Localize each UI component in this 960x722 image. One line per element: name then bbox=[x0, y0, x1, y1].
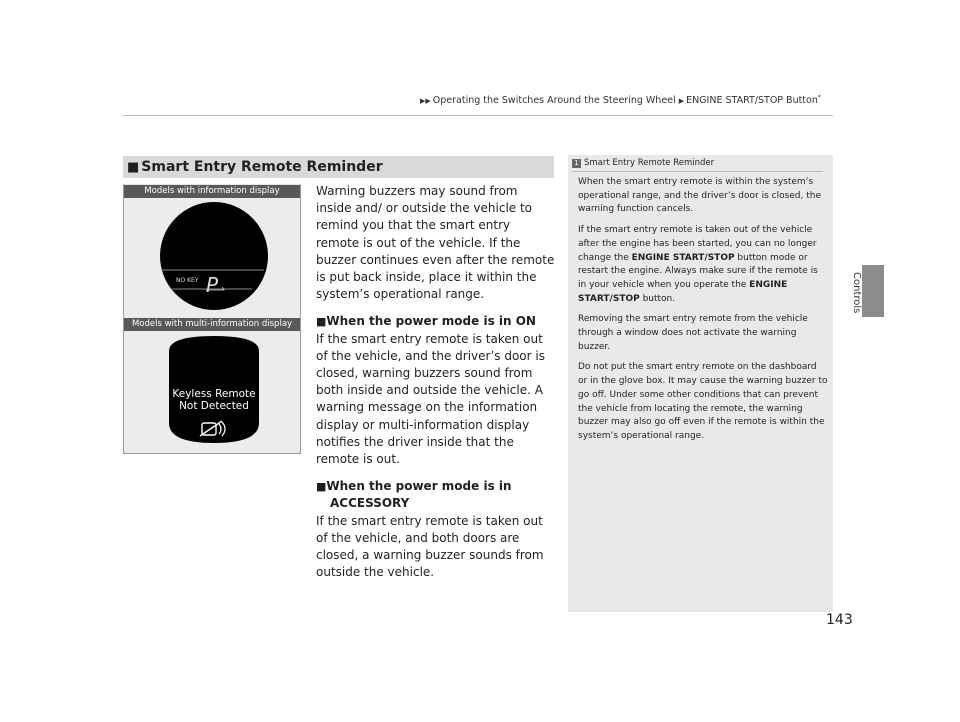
arrow-icon: ▶▶ bbox=[420, 97, 431, 106]
multi-information-display-image bbox=[124, 331, 300, 453]
chapter-tab-label: Controls bbox=[851, 272, 862, 314]
not-detected-text: Not Detected bbox=[179, 400, 249, 412]
figure-panel bbox=[123, 184, 301, 454]
sidebar-paragraph: Do not put the smart entry remote on the dashboard or in the glove box. It may cause the warning buzzer to go off. Under some other conditions that can prevent the vehicle from locating the remote, the warning buzzer may also go off even if the remote is within the system’s operational range. bbox=[578, 362, 828, 441]
sidebar-title: 1 Smart Entry Remote Reminder bbox=[572, 158, 833, 168]
sidebar-paragraph: If the smart entry remote is taken out of the vehicle after the engine has been started, you can no longer change the ENGINE START/STOP button mode or restart the engine. Always make sure if the remote is in your vehicle when you operate the ENGINE START/STOP button. bbox=[578, 225, 818, 304]
sidebar-paragraph: Removing the smart entry remote from the vehicle through a window does not activate the warning buzzer. bbox=[578, 314, 808, 352]
information-display-image bbox=[124, 198, 300, 318]
square-bullet-icon: ■ bbox=[316, 315, 327, 329]
square-bullet-icon: ■ bbox=[127, 159, 140, 175]
paragraph-power-accessory: If the smart entry remote is taken out of the vehicle, and both doors are closed, a warning buzzer sounds from outside the vehicle. bbox=[316, 513, 544, 580]
no-key-text: NO KEY bbox=[176, 277, 199, 284]
header-rule bbox=[123, 115, 833, 116]
breadcrumb-item: Operating the Switches Around the Steering Wheel bbox=[432, 95, 676, 107]
subheading-power-on: ■When the power mode is in ON bbox=[316, 314, 536, 329]
chapter-tab bbox=[862, 265, 884, 317]
square-bullet-icon: ■ bbox=[316, 480, 327, 494]
subheading-power-accessory-line2: ACCESSORY bbox=[330, 496, 410, 511]
gear-indicator: P bbox=[206, 273, 219, 297]
figure-label-multi-info-display: Models with multi-information display bbox=[124, 318, 300, 331]
keyless-remote-text: Keyless Remote bbox=[172, 388, 256, 400]
sidebar-rule bbox=[572, 171, 823, 172]
sidebar-paragraph: When the smart entry remote is within the system’s operational range, and the driver’s door is closed, the warning function cancels. bbox=[578, 177, 822, 215]
section-title: Smart Entry Remote Reminder bbox=[141, 159, 383, 175]
figure-label-info-display: Models with information display bbox=[124, 185, 300, 198]
section-heading bbox=[123, 156, 554, 178]
sidebar-note bbox=[568, 155, 833, 612]
breadcrumb bbox=[420, 94, 821, 106]
body-text bbox=[316, 183, 556, 581]
page-number: 143 bbox=[826, 612, 853, 628]
paragraph-power-on: If the smart entry remote is taken out of the vehicle, and the driver’s door is closed, warning buzzers sound from both inside and outside the vehicle. A warning message on the information display or multi-information display notifies the driver inside that the remote is out. bbox=[316, 331, 545, 467]
breadcrumb-item-current: ENGINE START/STOP Button bbox=[686, 95, 818, 107]
intro-paragraph: Warning buzzers may sound from inside and/ or outside the vehicle to remind you that the smart entry remote is out of the vehicle. If the buzzer continues even after the remote is put back inside, place it within the system’s operational range. bbox=[316, 184, 555, 302]
option-mark: * bbox=[817, 94, 821, 101]
reference-number-icon: 1 bbox=[572, 159, 581, 168]
subheading-power-accessory: ■When the power mode is in bbox=[316, 479, 512, 494]
arrow-icon: ▶ bbox=[678, 97, 685, 106]
